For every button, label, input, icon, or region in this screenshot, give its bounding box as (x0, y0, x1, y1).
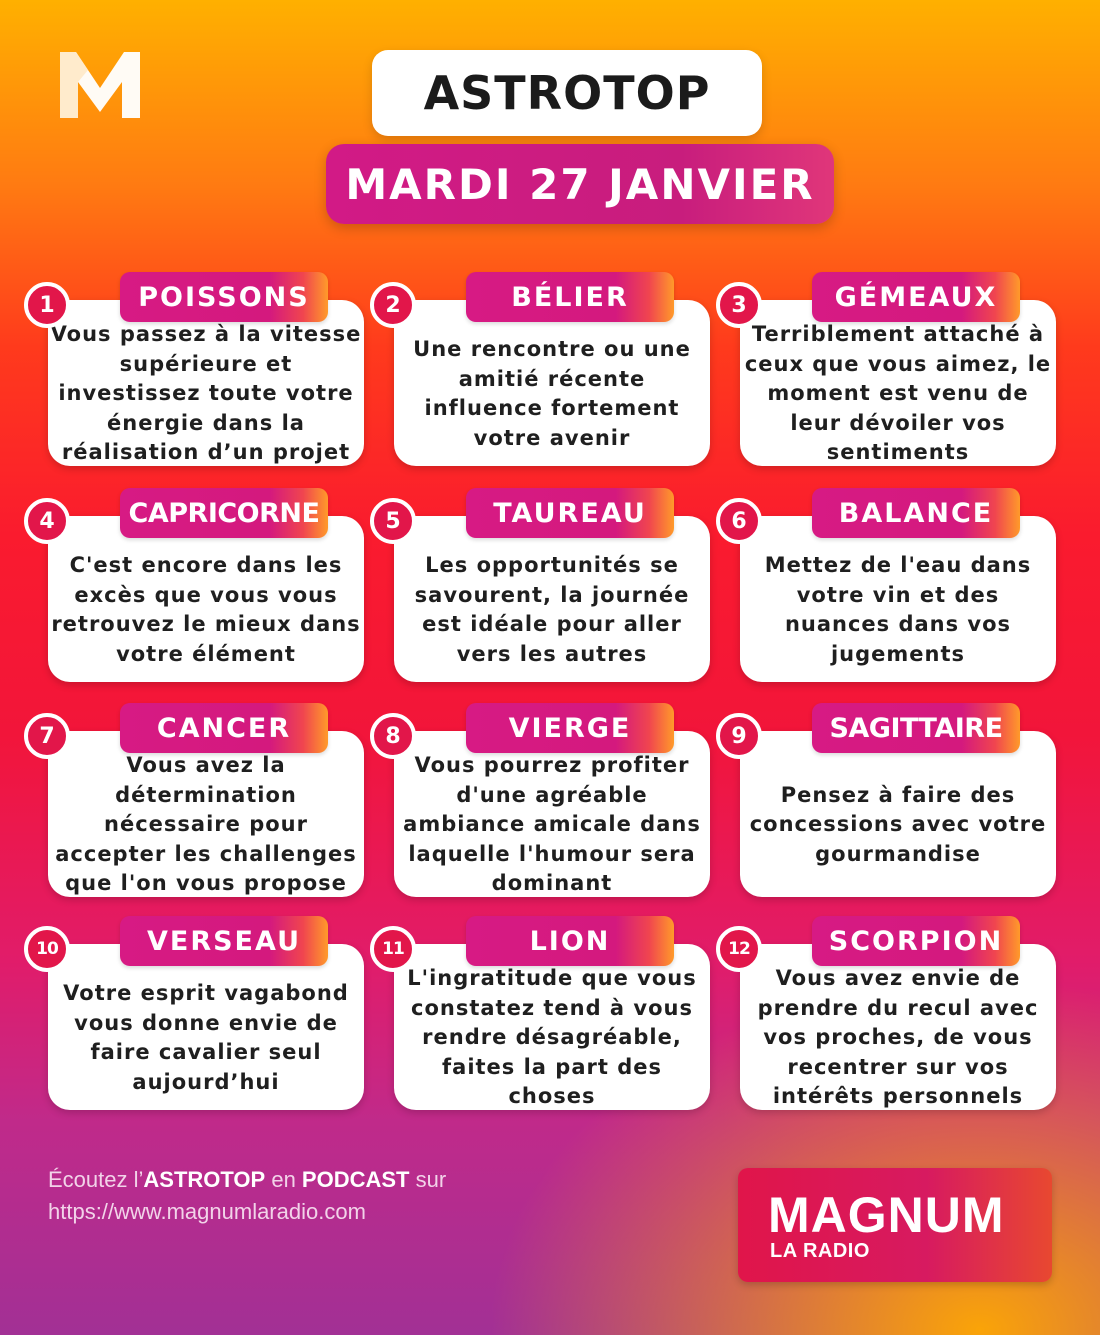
sign-card-vierge (385, 709, 710, 899)
sign-name-tab (812, 272, 1020, 322)
sign-horoscope-text: Vous avez la détermination nécessaire pour accepter les challenges que l'on vous propose (55, 753, 357, 896)
podcast-word: PODCAST (301, 1167, 410, 1192)
sign-name: CANCER (156, 712, 292, 744)
podcast-brand: ASTROTOP (143, 1167, 266, 1192)
sign-horoscope-text: Pensez à faire des concessions avec votre gourmandise (749, 782, 1047, 866)
sign-card-sagittaire (731, 709, 1056, 899)
sign-name: CAPRICORNE (128, 497, 320, 529)
sign-name: BÉLIER (511, 281, 629, 313)
sign-card-taureau (385, 494, 710, 684)
date-label: MARDI 27 JANVIER (345, 159, 815, 209)
sign-name-tab (466, 916, 674, 966)
podcast-prefix: Écoutez l’ (48, 1167, 144, 1192)
sign-number-badge: 5 (370, 498, 416, 544)
sign-number-badge: 2 (370, 282, 416, 328)
sign-name-tab (466, 272, 674, 322)
sign-number-badge: 7 (24, 713, 70, 759)
sign-name: GÉMEAUX (834, 281, 998, 313)
sign-number-badge: 6 (716, 498, 762, 544)
sign-horoscope-text: C'est encore dans les excès que vous vous retrouvez le mieux dans votre élément (51, 553, 361, 666)
date-banner (326, 144, 834, 224)
sign-card-gemeaux (731, 278, 1056, 468)
title-banner (372, 50, 762, 136)
logo-word: MAGNUM (768, 1187, 1005, 1243)
sign-name: POISSONS (138, 281, 310, 313)
magnum-la-radio-logo (738, 1168, 1052, 1282)
sign-card-balance (731, 494, 1056, 684)
sign-number-badge: 1 (24, 282, 70, 328)
website-link[interactable]: https://www.magnumlaradio.com (48, 1199, 366, 1224)
sign-name-tab (812, 488, 1020, 538)
sign-horoscope-text: L'ingratitude que vous constatez tend à vous rendre désagréable, faites la part des choses (407, 966, 697, 1109)
sign-number-badge: 10 (24, 926, 70, 972)
sign-name: VIERGE (508, 712, 632, 744)
sign-card-verseau (36, 922, 364, 1112)
podcast-suffix: sur (409, 1167, 447, 1192)
sign-card-belier (385, 278, 710, 468)
page-title: ASTROTOP (423, 66, 711, 120)
sign-horoscope-text: Votre esprit vagabond vous donne envie de faire cavalier seul aujourd’hui (63, 981, 349, 1094)
sign-horoscope-text: Vous pourrez profiter d'une agréable ambiance amicale dans laquelle l'humour sera dominant (403, 753, 701, 896)
sign-name: VERSEAU (146, 925, 301, 957)
sign-horoscope-text: Vous avez envie de prendre du recul avec vos proches, de vous recentrer sur vos intérêts personnels (757, 966, 1039, 1109)
sign-number-badge: 8 (370, 713, 416, 759)
sign-card-lion (382, 922, 710, 1112)
sign-name-tab (466, 703, 674, 753)
sign-name-tab (120, 703, 328, 753)
sign-name: SAGITTAIRE (829, 712, 1003, 744)
sign-name: TAUREAU (493, 497, 647, 529)
sign-horoscope-text: Mettez de l'eau dans votre vin et des nuances dans vos jugements (764, 553, 1032, 666)
sign-number-badge: 12 (716, 926, 762, 972)
sign-number-badge: 11 (370, 926, 416, 972)
podcast-promo (48, 1164, 568, 1228)
podcast-mid: en (265, 1167, 302, 1192)
sign-number-badge: 3 (716, 282, 762, 328)
sign-name-tab (120, 488, 328, 538)
sign-name-tab (812, 703, 1020, 753)
sign-name-tab (120, 916, 328, 966)
sign-number-badge: 4 (24, 498, 70, 544)
sign-number-badge: 9 (716, 713, 762, 759)
sign-name-tab (466, 488, 674, 538)
sign-card-scorpion (728, 922, 1056, 1112)
sign-horoscope-text: Les opportunités se savourent, la journée est idéale pour aller vers les autres (414, 553, 690, 666)
sign-horoscope-text: Une rencontre ou une amitié récente influence fortement votre avenir (413, 337, 691, 450)
sign-name-tab (812, 916, 1020, 966)
sign-name: SCORPION (828, 925, 1004, 957)
logo-sub: LA RADIO (770, 1240, 870, 1262)
sign-name: BALANCE (838, 497, 994, 529)
sign-card-capricorne (39, 494, 364, 684)
sign-name-tab (120, 272, 328, 322)
sign-card-cancer (39, 709, 364, 899)
sign-card-poissons (39, 278, 364, 468)
sign-horoscope-text: Terriblement attaché à ceux que vous aimez, le moment est venu de leur dévoiler vos sentiments (744, 322, 1052, 465)
sign-horoscope-text: Vous passez à la vitesse supérieure et investissez toute votre énergie dans la réalisation d’un projet (50, 322, 362, 465)
magnum-m-logo-icon (58, 48, 142, 120)
sign-name: LION (529, 925, 611, 957)
